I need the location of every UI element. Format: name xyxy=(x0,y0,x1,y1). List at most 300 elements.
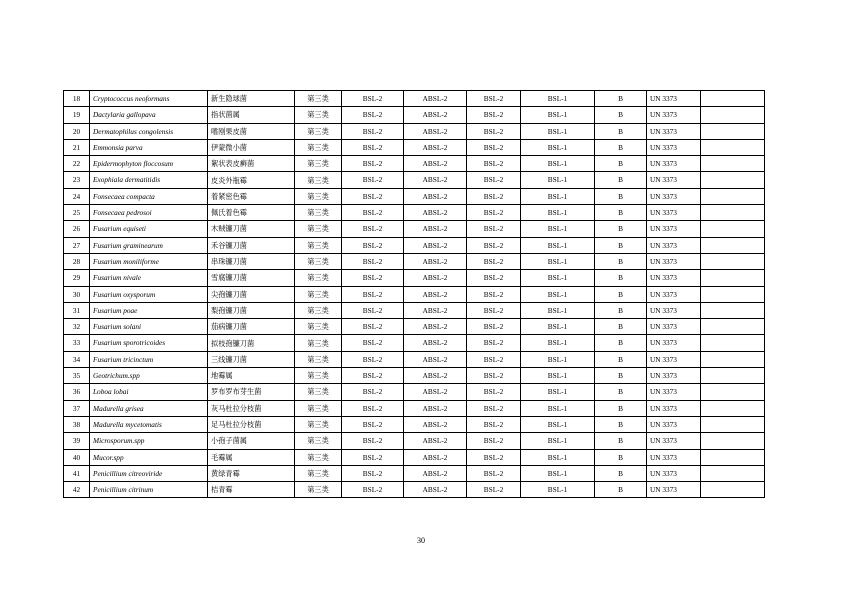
row-number-cell: 28 xyxy=(64,253,90,269)
latin-name-cell: Fusarium solani xyxy=(90,319,208,335)
chinese-name-cell: 雪腐镰刀菌 xyxy=(208,270,295,286)
page-number: 30 xyxy=(417,536,425,545)
bsl-cell: BSL-2 xyxy=(467,400,521,416)
packaging-class-cell: B xyxy=(595,205,647,221)
chinese-name-cell: 絮状表皮癣菌 xyxy=(208,156,295,172)
remarks-cell xyxy=(701,465,765,481)
bsl-cell: BSL-2 xyxy=(467,302,521,318)
bsl-cell: BSL-2 xyxy=(342,465,404,481)
latin-name-cell: Fusarium moniliforme xyxy=(90,253,208,269)
chinese-name-cell: 黄绿青霉 xyxy=(208,465,295,481)
remarks-cell xyxy=(701,205,765,221)
table-row xyxy=(64,156,765,172)
bsl-cell: BSL-2 xyxy=(342,188,404,204)
bsl-cell: BSL-1 xyxy=(521,221,595,237)
table-row xyxy=(64,351,765,367)
bsl-cell: BSL-2 xyxy=(342,416,404,432)
chinese-name-cell: 嗜刚果皮菌 xyxy=(208,123,295,139)
remarks-cell xyxy=(701,302,765,318)
bsl-cell: BSL-1 xyxy=(521,368,595,384)
un-number-cell: UN 3373 xyxy=(647,253,701,269)
absl-cell: ABSL-2 xyxy=(404,221,467,237)
un-number-cell: UN 3373 xyxy=(647,237,701,253)
hazard-category-cell: 第三类 xyxy=(295,319,342,335)
bsl-cell: BSL-2 xyxy=(467,319,521,335)
remarks-cell xyxy=(701,91,765,107)
bsl-cell: BSL-1 xyxy=(521,253,595,269)
packaging-class-cell: B xyxy=(595,286,647,302)
un-number-cell: UN 3373 xyxy=(647,433,701,449)
bsl-cell: BSL-2 xyxy=(467,237,521,253)
chinese-name-cell: 地霉属 xyxy=(208,368,295,384)
table-row xyxy=(64,172,765,188)
row-number-cell: 27 xyxy=(64,237,90,253)
latin-name-cell: Madurella grisea xyxy=(90,400,208,416)
bsl-cell: BSL-2 xyxy=(467,335,521,351)
hazard-category-cell: 第三类 xyxy=(295,270,342,286)
absl-cell: ABSL-2 xyxy=(404,482,467,498)
hazard-category-cell: 第三类 xyxy=(295,351,342,367)
hazard-category-cell: 第三类 xyxy=(295,416,342,432)
chinese-name-cell: 茄病镰刀菌 xyxy=(208,319,295,335)
bsl-cell: BSL-2 xyxy=(342,433,404,449)
table-row xyxy=(64,433,765,449)
row-number-cell: 22 xyxy=(64,156,90,172)
absl-cell: ABSL-2 xyxy=(404,302,467,318)
chinese-name-cell: 三线镰刀菌 xyxy=(208,351,295,367)
bsl-cell: BSL-2 xyxy=(342,156,404,172)
remarks-cell xyxy=(701,107,765,123)
remarks-cell xyxy=(701,156,765,172)
un-number-cell: UN 3373 xyxy=(647,465,701,481)
packaging-class-cell: B xyxy=(595,91,647,107)
latin-name-cell: Epidermophyton floccosum xyxy=(90,156,208,172)
remarks-cell xyxy=(701,188,765,204)
bsl-cell: BSL-1 xyxy=(521,237,595,253)
packaging-class-cell: B xyxy=(595,107,647,123)
absl-cell: ABSL-2 xyxy=(404,416,467,432)
bsl-cell: BSL-1 xyxy=(521,286,595,302)
latin-name-cell: Fusarium nivale xyxy=(90,270,208,286)
packaging-class-cell: B xyxy=(595,319,647,335)
un-number-cell: UN 3373 xyxy=(647,416,701,432)
bsl-cell: BSL-1 xyxy=(521,416,595,432)
absl-cell: ABSL-2 xyxy=(404,319,467,335)
row-number-cell: 20 xyxy=(64,123,90,139)
bsl-cell: BSL-2 xyxy=(467,270,521,286)
bsl-cell: BSL-2 xyxy=(342,139,404,155)
absl-cell: ABSL-2 xyxy=(404,286,467,302)
chinese-name-cell: 拟枝孢镰刀菌 xyxy=(208,335,295,351)
bsl-cell: BSL-1 xyxy=(521,302,595,318)
row-number-cell: 21 xyxy=(64,139,90,155)
hazard-category-cell: 第三类 xyxy=(295,368,342,384)
bsl-cell: BSL-2 xyxy=(467,123,521,139)
bsl-cell: BSL-2 xyxy=(342,107,404,123)
absl-cell: ABSL-2 xyxy=(404,449,467,465)
latin-name-cell: Fonsecaea compacta xyxy=(90,188,208,204)
un-number-cell: UN 3373 xyxy=(647,123,701,139)
table-row xyxy=(64,449,765,465)
latin-name-cell: Fonsecaea pedrosoi xyxy=(90,205,208,221)
absl-cell: ABSL-2 xyxy=(404,172,467,188)
table-row xyxy=(64,107,765,123)
table-row xyxy=(64,139,765,155)
remarks-cell xyxy=(701,449,765,465)
bsl-cell: BSL-1 xyxy=(521,205,595,221)
bsl-cell: BSL-2 xyxy=(342,221,404,237)
chinese-name-cell: 足马杜拉分枝菌 xyxy=(208,416,295,432)
bsl-cell: BSL-2 xyxy=(467,205,521,221)
absl-cell: ABSL-2 xyxy=(404,107,467,123)
organism-table xyxy=(63,90,765,498)
packaging-class-cell: B xyxy=(595,253,647,269)
latin-name-cell: Dermatophilus congolensis xyxy=(90,123,208,139)
remarks-cell xyxy=(701,172,765,188)
table-row xyxy=(64,237,765,253)
un-number-cell: UN 3373 xyxy=(647,139,701,155)
bsl-cell: BSL-1 xyxy=(521,319,595,335)
remarks-cell xyxy=(701,368,765,384)
absl-cell: ABSL-2 xyxy=(404,91,467,107)
bsl-cell: BSL-1 xyxy=(521,384,595,400)
bsl-cell: BSL-2 xyxy=(342,384,404,400)
chinese-name-cell: 佩氏着色霉 xyxy=(208,205,295,221)
latin-name-cell: Fusarium equiseti xyxy=(90,221,208,237)
chinese-name-cell: 木贼镰刀菌 xyxy=(208,221,295,237)
row-number-cell: 25 xyxy=(64,205,90,221)
hazard-category-cell: 第三类 xyxy=(295,156,342,172)
row-number-cell: 19 xyxy=(64,107,90,123)
un-number-cell: UN 3373 xyxy=(647,319,701,335)
chinese-name-cell: 皮炎外瓶霉 xyxy=(208,172,295,188)
chinese-name-cell: 禾谷镰刀菌 xyxy=(208,237,295,253)
packaging-class-cell: B xyxy=(595,302,647,318)
bsl-cell: BSL-2 xyxy=(467,384,521,400)
remarks-cell xyxy=(701,253,765,269)
remarks-cell xyxy=(701,351,765,367)
row-number-cell: 23 xyxy=(64,172,90,188)
un-number-cell: UN 3373 xyxy=(647,156,701,172)
row-number-cell: 37 xyxy=(64,400,90,416)
absl-cell: ABSL-2 xyxy=(404,188,467,204)
latin-name-cell: Penicillium citreoviride xyxy=(90,465,208,481)
remarks-cell xyxy=(701,482,765,498)
bsl-cell: BSL-2 xyxy=(342,91,404,107)
bsl-cell: BSL-2 xyxy=(342,237,404,253)
chinese-name-cell: 串珠镰刀菌 xyxy=(208,253,295,269)
remarks-cell xyxy=(701,123,765,139)
hazard-category-cell: 第三类 xyxy=(295,302,342,318)
un-number-cell: UN 3373 xyxy=(647,172,701,188)
chinese-name-cell: 罗布罗布芽生菌 xyxy=(208,384,295,400)
un-number-cell: UN 3373 xyxy=(647,286,701,302)
remarks-cell xyxy=(701,335,765,351)
bsl-cell: BSL-1 xyxy=(521,188,595,204)
bsl-cell: BSL-2 xyxy=(467,351,521,367)
hazard-category-cell: 第三类 xyxy=(295,465,342,481)
un-number-cell: UN 3373 xyxy=(647,221,701,237)
bsl-cell: BSL-2 xyxy=(342,482,404,498)
row-number-cell: 41 xyxy=(64,465,90,481)
absl-cell: ABSL-2 xyxy=(404,368,467,384)
bsl-cell: BSL-2 xyxy=(467,465,521,481)
latin-name-cell: Microsporum.spp xyxy=(90,433,208,449)
bsl-cell: BSL-2 xyxy=(342,449,404,465)
absl-cell: ABSL-2 xyxy=(404,400,467,416)
chinese-name-cell: 新生隐球菌 xyxy=(208,91,295,107)
bsl-cell: BSL-2 xyxy=(342,335,404,351)
bsl-cell: BSL-1 xyxy=(521,172,595,188)
table-row xyxy=(64,368,765,384)
absl-cell: ABSL-2 xyxy=(404,156,467,172)
row-number-cell: 24 xyxy=(64,188,90,204)
table-row xyxy=(64,465,765,481)
row-number-cell: 42 xyxy=(64,482,90,498)
bsl-cell: BSL-2 xyxy=(467,449,521,465)
table-body xyxy=(64,91,765,498)
table-row xyxy=(64,253,765,269)
remarks-cell xyxy=(701,139,765,155)
bsl-cell: BSL-2 xyxy=(467,433,521,449)
latin-name-cell: Fusarium graminearum xyxy=(90,237,208,253)
un-number-cell: UN 3373 xyxy=(647,368,701,384)
table-row xyxy=(64,270,765,286)
bsl-cell: BSL-2 xyxy=(467,416,521,432)
remarks-cell xyxy=(701,286,765,302)
latin-name-cell: Fusarium sporotricoides xyxy=(90,335,208,351)
un-number-cell: UN 3373 xyxy=(647,188,701,204)
bsl-cell: BSL-2 xyxy=(467,482,521,498)
bsl-cell: BSL-2 xyxy=(342,286,404,302)
row-number-cell: 36 xyxy=(64,384,90,400)
table-row xyxy=(64,91,765,107)
hazard-category-cell: 第三类 xyxy=(295,482,342,498)
absl-cell: ABSL-2 xyxy=(404,139,467,155)
packaging-class-cell: B xyxy=(595,368,647,384)
bsl-cell: BSL-2 xyxy=(342,351,404,367)
bsl-cell: BSL-1 xyxy=(521,139,595,155)
un-number-cell: UN 3373 xyxy=(647,205,701,221)
absl-cell: ABSL-2 xyxy=(404,335,467,351)
bsl-cell: BSL-2 xyxy=(467,139,521,155)
table-row xyxy=(64,384,765,400)
bsl-cell: BSL-2 xyxy=(467,91,521,107)
packaging-class-cell: B xyxy=(595,400,647,416)
chinese-name-cell: 小孢子菌属 xyxy=(208,433,295,449)
un-number-cell: UN 3373 xyxy=(647,91,701,107)
remarks-cell xyxy=(701,384,765,400)
bsl-cell: BSL-1 xyxy=(521,91,595,107)
chinese-name-cell: 着紧密色霉 xyxy=(208,188,295,204)
row-number-cell: 18 xyxy=(64,91,90,107)
hazard-category-cell: 第三类 xyxy=(295,237,342,253)
table-row xyxy=(64,416,765,432)
remarks-cell xyxy=(701,433,765,449)
packaging-class-cell: B xyxy=(595,433,647,449)
bsl-cell: BSL-2 xyxy=(342,123,404,139)
un-number-cell: UN 3373 xyxy=(647,302,701,318)
chinese-name-cell: 梨孢镰刀菌 xyxy=(208,302,295,318)
hazard-category-cell: 第三类 xyxy=(295,172,342,188)
latin-name-cell: Cryptococcus neoformans xyxy=(90,91,208,107)
bsl-cell: BSL-1 xyxy=(521,400,595,416)
absl-cell: ABSL-2 xyxy=(404,253,467,269)
bsl-cell: BSL-2 xyxy=(467,156,521,172)
hazard-category-cell: 第三类 xyxy=(295,384,342,400)
un-number-cell: UN 3373 xyxy=(647,335,701,351)
chinese-name-cell: 毛霉属 xyxy=(208,449,295,465)
un-number-cell: UN 3373 xyxy=(647,270,701,286)
bsl-cell: BSL-2 xyxy=(342,270,404,286)
bsl-cell: BSL-2 xyxy=(342,400,404,416)
latin-name-cell: Madurella mycetomatis xyxy=(90,416,208,432)
table-row xyxy=(64,335,765,351)
hazard-category-cell: 第三类 xyxy=(295,91,342,107)
table-row xyxy=(64,400,765,416)
absl-cell: ABSL-2 xyxy=(404,270,467,286)
hazard-category-cell: 第三类 xyxy=(295,139,342,155)
latin-name-cell: Fusarium poae xyxy=(90,302,208,318)
latin-name-cell: Geotrichum.spp xyxy=(90,368,208,384)
un-number-cell: UN 3373 xyxy=(647,351,701,367)
packaging-class-cell: B xyxy=(595,221,647,237)
remarks-cell xyxy=(701,237,765,253)
row-number-cell: 30 xyxy=(64,286,90,302)
latin-name-cell: Emmonsia parva xyxy=(90,139,208,155)
row-number-cell: 32 xyxy=(64,319,90,335)
latin-name-cell: Fusarium tricinctum xyxy=(90,351,208,367)
latin-name-cell: Mucor.spp xyxy=(90,449,208,465)
hazard-category-cell: 第三类 xyxy=(295,433,342,449)
row-number-cell: 33 xyxy=(64,335,90,351)
row-number-cell: 35 xyxy=(64,368,90,384)
packaging-class-cell: B xyxy=(595,237,647,253)
row-number-cell: 39 xyxy=(64,433,90,449)
table-row xyxy=(64,205,765,221)
row-number-cell: 40 xyxy=(64,449,90,465)
packaging-class-cell: B xyxy=(595,335,647,351)
bsl-cell: BSL-1 xyxy=(521,156,595,172)
remarks-cell xyxy=(701,400,765,416)
remarks-cell xyxy=(701,221,765,237)
latin-name-cell: Fusarium oxysporum xyxy=(90,286,208,302)
row-number-cell: 38 xyxy=(64,416,90,432)
un-number-cell: UN 3373 xyxy=(647,384,701,400)
table-row xyxy=(64,286,765,302)
remarks-cell xyxy=(701,270,765,286)
bsl-cell: BSL-2 xyxy=(467,253,521,269)
packaging-class-cell: B xyxy=(595,188,647,204)
table-row xyxy=(64,319,765,335)
bsl-cell: BSL-1 xyxy=(521,433,595,449)
bsl-cell: BSL-1 xyxy=(521,482,595,498)
table-row xyxy=(64,221,765,237)
packaging-class-cell: B xyxy=(595,482,647,498)
packaging-class-cell: B xyxy=(595,270,647,286)
bsl-cell: BSL-1 xyxy=(521,123,595,139)
bsl-cell: BSL-2 xyxy=(467,188,521,204)
chinese-name-cell: 伊蒙微小菌 xyxy=(208,139,295,155)
hazard-category-cell: 第三类 xyxy=(295,400,342,416)
bsl-cell: BSL-2 xyxy=(467,286,521,302)
remarks-cell xyxy=(701,416,765,432)
packaging-class-cell: B xyxy=(595,416,647,432)
absl-cell: ABSL-2 xyxy=(404,123,467,139)
un-number-cell: UN 3373 xyxy=(647,482,701,498)
bsl-cell: BSL-1 xyxy=(521,270,595,286)
hazard-category-cell: 第三类 xyxy=(295,253,342,269)
un-number-cell: UN 3373 xyxy=(647,400,701,416)
hazard-category-cell: 第三类 xyxy=(295,449,342,465)
hazard-category-cell: 第三类 xyxy=(295,188,342,204)
chinese-name-cell: 指状菌属 xyxy=(208,107,295,123)
table-row xyxy=(64,188,765,204)
packaging-class-cell: B xyxy=(595,123,647,139)
packaging-class-cell: B xyxy=(595,465,647,481)
packaging-class-cell: B xyxy=(595,172,647,188)
absl-cell: ABSL-2 xyxy=(404,205,467,221)
bsl-cell: BSL-2 xyxy=(467,107,521,123)
packaging-class-cell: B xyxy=(595,449,647,465)
bsl-cell: BSL-2 xyxy=(467,172,521,188)
bsl-cell: BSL-1 xyxy=(521,351,595,367)
remarks-cell xyxy=(701,319,765,335)
bsl-cell: BSL-2 xyxy=(342,205,404,221)
table-row xyxy=(64,123,765,139)
hazard-category-cell: 第三类 xyxy=(295,123,342,139)
row-number-cell: 34 xyxy=(64,351,90,367)
bsl-cell: BSL-2 xyxy=(342,319,404,335)
chinese-name-cell: 灰马杜拉分枝菌 xyxy=(208,400,295,416)
absl-cell: ABSL-2 xyxy=(404,384,467,400)
latin-name-cell: Dactylaria gallopava xyxy=(90,107,208,123)
hazard-category-cell: 第三类 xyxy=(295,286,342,302)
bsl-cell: BSL-2 xyxy=(342,253,404,269)
table-row xyxy=(64,482,765,498)
latin-name-cell: Exophiala dermatitidis xyxy=(90,172,208,188)
chinese-name-cell: 尖孢镰刀菌 xyxy=(208,286,295,302)
absl-cell: ABSL-2 xyxy=(404,465,467,481)
hazard-category-cell: 第三类 xyxy=(295,205,342,221)
hazard-category-cell: 第三类 xyxy=(295,335,342,351)
bsl-cell: BSL-2 xyxy=(342,368,404,384)
hazard-category-cell: 第三类 xyxy=(295,107,342,123)
chinese-name-cell: 桔青霉 xyxy=(208,482,295,498)
bsl-cell: BSL-2 xyxy=(342,172,404,188)
packaging-class-cell: B xyxy=(595,156,647,172)
latin-name-cell: Penicillium citrinum xyxy=(90,482,208,498)
row-number-cell: 26 xyxy=(64,221,90,237)
latin-name-cell: Loboa lobai xyxy=(90,384,208,400)
absl-cell: ABSL-2 xyxy=(404,433,467,449)
absl-cell: ABSL-2 xyxy=(404,351,467,367)
bsl-cell: BSL-1 xyxy=(521,107,595,123)
un-number-cell: UN 3373 xyxy=(647,449,701,465)
packaging-class-cell: B xyxy=(595,351,647,367)
hazard-category-cell: 第三类 xyxy=(295,221,342,237)
row-number-cell: 29 xyxy=(64,270,90,286)
absl-cell: ABSL-2 xyxy=(404,237,467,253)
bsl-cell: BSL-1 xyxy=(521,449,595,465)
bsl-cell: BSL-1 xyxy=(521,465,595,481)
packaging-class-cell: B xyxy=(595,139,647,155)
bsl-cell: BSL-2 xyxy=(467,221,521,237)
bsl-cell: BSL-2 xyxy=(342,302,404,318)
bsl-cell: BSL-2 xyxy=(467,368,521,384)
row-number-cell: 31 xyxy=(64,302,90,318)
packaging-class-cell: B xyxy=(595,384,647,400)
